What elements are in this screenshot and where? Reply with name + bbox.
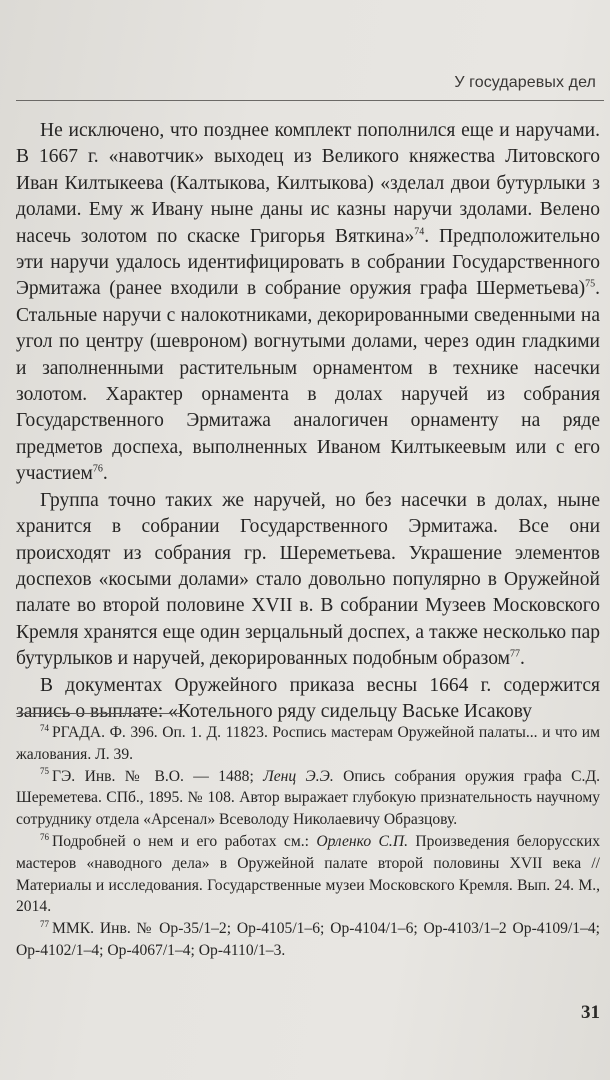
footnote-75 bbox=[16, 766, 600, 831]
footnote-77 bbox=[16, 918, 600, 962]
footnote-text: Произведения белорусских мастеров «наводного дела» в Оружейной палате второй половины XVII века // Материалы и исследования. Государственные музеи Московского Кремля. Вып. 24. М., 2014. bbox=[16, 832, 600, 916]
footnote-number: 77 bbox=[40, 918, 49, 929]
footnote-number: 75 bbox=[40, 766, 49, 777]
footnote-text: Подробней о нем и его работах см.: bbox=[52, 832, 317, 850]
header-rule bbox=[16, 100, 604, 101]
footnote-text: РГАДА. Ф. 396. Оп. 1. Д. 11823. Роспись мастерам Оружейной палаты... и что им жалования. Л. 39. bbox=[16, 724, 600, 763]
paragraph-1-text-2: . Предположительно эти наручи удалось идентифицировать в собрании Государственного Эрмитажа (ранее входили в собрание оружия графа Шерметьева) bbox=[16, 225, 600, 300]
page-number: 31 bbox=[581, 1002, 600, 1023]
paragraph-1-text-4: . bbox=[102, 463, 108, 485]
footnote-text: ММК. Инв. № Ор-35/1–2; Ор-4105/1–6; Ор-4104/1–6; Ор-4103/1–2 Ор-4109/1–4; Ор-4102/1–4; Ор-4067/1–4; Ор-4110/1–3. bbox=[16, 920, 600, 959]
footnote-author: Орленко С.П. bbox=[316, 832, 408, 850]
footnote-text: ГЭ. Инв. № В.О. — 1488; bbox=[52, 767, 264, 785]
footnote-rule bbox=[16, 713, 182, 714]
footnote-ref-74[interactable]: 74 bbox=[414, 226, 425, 238]
footnote-ref-76[interactable]: 76 bbox=[92, 463, 103, 475]
running-head: У государевых дел bbox=[454, 74, 596, 91]
paragraph-3 bbox=[16, 673, 600, 726]
footnote-text: Опись собрания оружия графа С.Д. Шереметева. СПб., 1895. № 108. Автор выражает глубокую признательность научному сотруднику отдела «Арсенал» Всеволоду Николаевичу Образцову. bbox=[16, 767, 600, 829]
paragraph-1 bbox=[16, 118, 600, 488]
footnote-74 bbox=[16, 722, 600, 766]
paragraph-2 bbox=[16, 488, 600, 673]
paragraph-2-text-2: . bbox=[519, 648, 525, 670]
paragraph-2-text: Группа точно таких же наручей, но без насечки в долах, ныне хранится в собрании Государственного Эрмитажа. Все они происходят из собрания гр. Шереметьева. Украшение элементов доспехов «косыми долами» стало довольно популярно в Оружейной палате во второй половине XVII в. В собрании Музеев Московского Кремля хранятся еще один зерцальный доспех, а также несколько пар бутурлыков и наручей, декорированных подобным образом bbox=[16, 489, 600, 670]
footnotes bbox=[16, 722, 600, 962]
paragraph-1-text: Не исключено, что позднее комплект пополнился еще и наручами. В 1667 г. «навотчик» выходец из Великого княжества Литовского Иван Килтыкеева (Калтыкова, Килтыкова) «зделал двои бутурлыки з долами. Ему ж Ивану ныне даны ис казны наручи здолами. Велено насечь золотом по скаске Григорья Вяткина» bbox=[16, 120, 600, 247]
footnote-number: 74 bbox=[40, 722, 49, 733]
paragraph-3-text: В документах Оружейного приказа весны 1664 г. содержится запись о выплате: «Котельного ряду сидельцу Ваське Исакову bbox=[16, 674, 600, 722]
footnote-number: 76 bbox=[40, 831, 49, 842]
footnote-author: Ленц Э.Э. bbox=[263, 767, 334, 785]
footnote-76 bbox=[16, 831, 600, 918]
paragraph-1-text-3: . Стальные наручи с налокотниками, декорированными сведенными на угол по центру (шевроном) вогнутыми долами, через один гладкими и заполненными растительным орнаментом в технике насечки золотом. Характер орнамента в долах наручей из собрания Государственного Эрмитажа аналогичен орнаменту на ряде предметов доспеха, выполненных Иваном Килтыкеевым или с его участием bbox=[16, 278, 600, 485]
body-text bbox=[16, 118, 600, 725]
footnote-ref-77[interactable]: 77 bbox=[509, 648, 520, 660]
footnote-ref-75[interactable]: 75 bbox=[585, 278, 596, 290]
